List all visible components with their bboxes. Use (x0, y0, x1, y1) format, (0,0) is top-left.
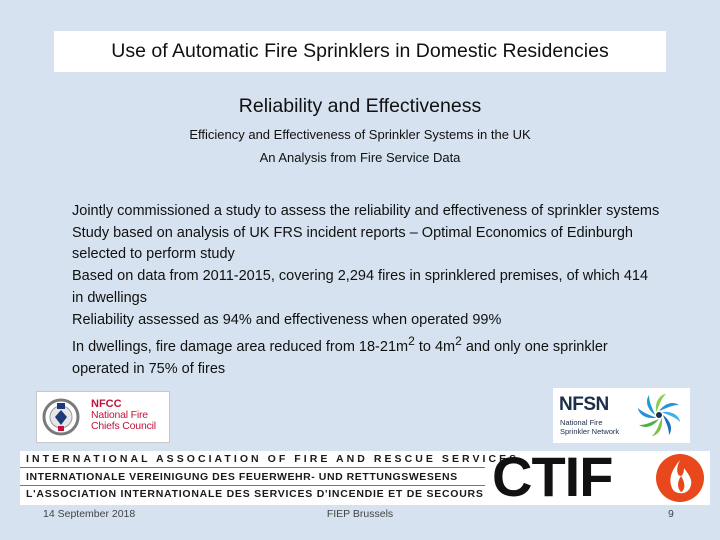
dwellings-text-1: In dwellings, fire damage area reduced from 18-21m (72, 339, 409, 356)
footer-event: FIEP Brussels (326, 508, 394, 520)
sprinkler-swirl-icon (633, 391, 685, 439)
nfcc-wordmark (91, 398, 156, 432)
slide-title: Use of Automatic Fire Sprinklers in Domestic Residencies (111, 40, 609, 62)
nfcc-logo (36, 391, 170, 443)
ctif-flame-icon (652, 452, 708, 504)
superscript: 2 (408, 334, 415, 349)
superscript: 2 (455, 334, 462, 349)
dwellings-text-3: and only one sprinkler operated in 75% of fires (72, 339, 608, 377)
nfsn-logo (553, 388, 690, 443)
nfcc-line-1: National Fire (91, 409, 148, 421)
page-number: 9 (668, 508, 674, 520)
ctif-english-line: INTERNATIONAL ASSOCIATION OF FIRE AND RESCUE SERVICES (26, 453, 520, 465)
subheading-report-title: Efficiency and Effectiveness of Sprinkler Systems in the UK (189, 127, 531, 142)
nfsn-abbr: NFSN (559, 394, 609, 415)
paragraph: Reliability assessed as 94% and effectiveness when operated 99% (72, 311, 502, 328)
ctif-german-line: INTERNATIONALE VEREINIGUNG DES FEUERWEHR- UND RETTUNGSWESENS (26, 471, 458, 483)
paragraph-dwellings (72, 331, 662, 380)
subheading-report-subtitle: An Analysis from Fire Service Data (259, 150, 461, 165)
footer-date: 14 September 2018 (43, 508, 136, 520)
divider (20, 467, 485, 468)
body-paragraphs (72, 201, 662, 380)
ctif-french-line: L'ASSOCIATION INTERNATIONALE DES SERVICES D'INCENDIE ET DE SECOURS (26, 488, 484, 500)
slide-title-box (54, 31, 666, 72)
section-heading: Reliability and Effectiveness (238, 95, 482, 117)
dwellings-text-2: to 4m (414, 339, 456, 356)
paragraph: Based on data from 2011-2015, covering 2,294 fires in sprinklered premises, of which 414 in dwellings (72, 268, 649, 306)
ctif-wordmark: CTIF (492, 445, 613, 508)
ctif-logo-banner (20, 445, 710, 508)
paragraph: Study based on analysis of UK FRS incident reports – Optimal Economics of Edinburgh selected to perform study (72, 224, 633, 263)
nfcc-line-2: Chiefs Council (91, 420, 156, 432)
nfcc-badge-icon (41, 395, 81, 439)
nfsn-line-2: Sprinkler Network (560, 427, 620, 436)
divider (20, 485, 485, 486)
nfcc-abbr: NFCC (91, 398, 122, 410)
nfsn-line-1: National Fire (560, 418, 603, 427)
paragraph: Jointly commissioned a study to assess the reliability and effectiveness of sprinkler systems (72, 203, 660, 219)
